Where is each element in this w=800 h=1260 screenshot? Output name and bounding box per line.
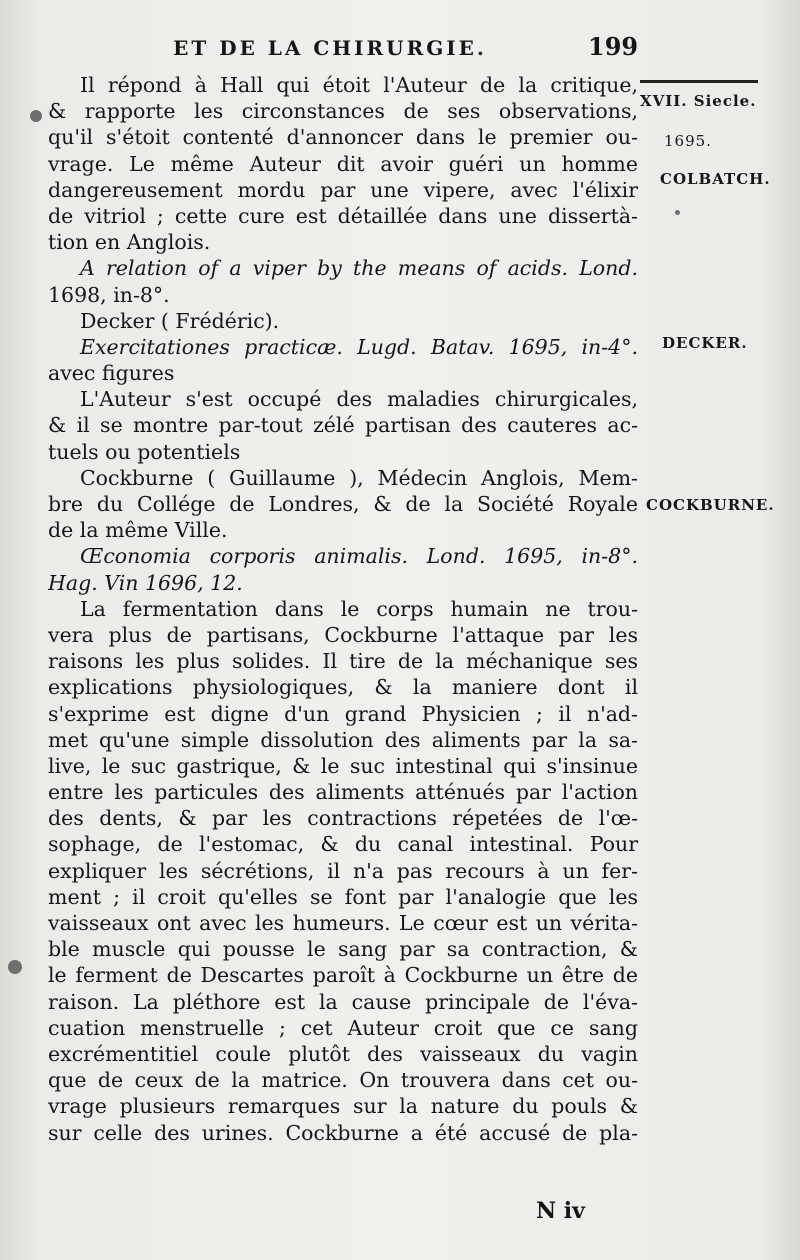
text-line: Decker ( Frédéric). <box>80 308 280 333</box>
text-line: Il répond à Hall qui étoit l'Auteur de la critique, <box>80 73 638 97</box>
paper-spot <box>30 110 42 122</box>
text-body <box>48 72 638 1146</box>
text-line: qu'il s'étoit contenté d'annoncer dans le premier ou- <box>48 125 638 150</box>
text-line: Exercitationes practicæ. Lugd. Batav. 1695, in-4°. <box>80 334 638 359</box>
text-line: cuation menstruelle ; cet Auteur croit que ce sang <box>48 1015 638 1040</box>
text-line: vrage plusieurs remarques sur la nature du pouls & <box>48 1094 638 1119</box>
text-line: des dents, & par les contractions répetées de l'œ- <box>48 806 638 831</box>
margin-note-colbatch: COLBATCH. <box>660 170 771 188</box>
text-line: met qu'une simple dissolution des aliments par la sa- <box>48 727 638 752</box>
text-line: La fermentation dans le corps humain ne trou- <box>80 596 638 621</box>
text-line: raisons les plus solides. Il tire de la méchanique ses <box>48 649 638 674</box>
text-line: expliquer les sécrétions, il n'a pas recours à un fer- <box>48 858 638 883</box>
margin-note-decker: DECKER. <box>662 334 748 352</box>
paper-spot <box>8 960 22 974</box>
text-line: de la même Ville. <box>48 518 228 543</box>
text-line: vera plus de partisans, Cockburne l'attaque par les <box>48 622 638 647</box>
text-line: Œconomia corporis animalis. Lond. 1695, in-8°. <box>80 544 638 569</box>
text-line: de vitriol ; cette cure est détaillée dans une dissertà- <box>48 203 638 228</box>
text-line: s'exprime est digne d'un grand Physicien ; il n'ad- <box>48 701 638 726</box>
text-line: avec figures <box>48 361 175 386</box>
text-line: le ferment de Descartes paroît à Cockburne un être de <box>48 963 638 988</box>
text-line: & rapporte les circonstances de ses observations, <box>48 99 638 124</box>
text-line: vaisseaux ont avec les humeurs. Le cœur est un vérita- <box>48 911 638 935</box>
text-line: Cockburne ( Guillaume ), Médecin Anglois, Mem- <box>80 465 638 490</box>
text-line: excrémentitiel coule plutôt des vaisseaux du vagin <box>48 1041 638 1066</box>
margin-note-cockburne: COCKBURNE. <box>646 496 775 514</box>
text-line: que de ceux de la matrice. On trouvera dans cet ou- <box>48 1068 638 1093</box>
text-line: live, le suc gastrique, & le suc intestinal qui s'insinue <box>48 753 638 778</box>
text-line: Hag. Vin 1696, 12. <box>48 570 243 595</box>
text-line: tuels ou potentiels <box>48 439 241 464</box>
text-line: dangereusement mordu par une vipere, avec l'élixir <box>48 177 638 202</box>
text-line: tion en Anglois. <box>48 230 211 255</box>
catchword: N iv <box>536 1198 585 1224</box>
text-line: A relation of a viper by the means of acids. Lond. <box>80 256 638 281</box>
paper-spot <box>675 210 680 215</box>
text-line: sophage, de l'estomac, & du canal intestinal. Pour <box>48 832 638 857</box>
text-line: L'Auteur s'est occupé des maladies chirurgicales, <box>80 387 638 412</box>
text-line: raison. La pléthore est la cause principale de l'éva- <box>48 989 638 1014</box>
margin-note-year: 1695. <box>664 132 712 150</box>
margin-note-century: XVII. Siecle. <box>640 92 757 110</box>
running-title: ET DE LA CHIRURGIE. <box>173 36 487 60</box>
text-line: bre du Collége de Londres, & de la Société Royale <box>48 492 638 516</box>
text-line: ment ; il croit qu'elles se font par l'analogie que les <box>48 884 638 909</box>
text-line: vrage. Le même Auteur dit avoir guéri un homme <box>48 151 638 176</box>
page-number: 199 <box>588 32 639 61</box>
text-line: ble muscle qui pousse le sang par sa contraction, & <box>48 937 638 962</box>
text-line: 1698, in-8°. <box>48 282 170 307</box>
margin-rule <box>640 80 758 83</box>
text-line: entre les particules des aliments atténués par l'action <box>48 780 638 805</box>
text-line: & il se montre par-tout zélé partisan des cauteres ac- <box>48 413 638 438</box>
text-line: explications physiologiques, & la maniere dont il <box>48 675 638 700</box>
text-line: sur celle des urines. Cockburne a été accusé de pla- <box>48 1120 638 1145</box>
